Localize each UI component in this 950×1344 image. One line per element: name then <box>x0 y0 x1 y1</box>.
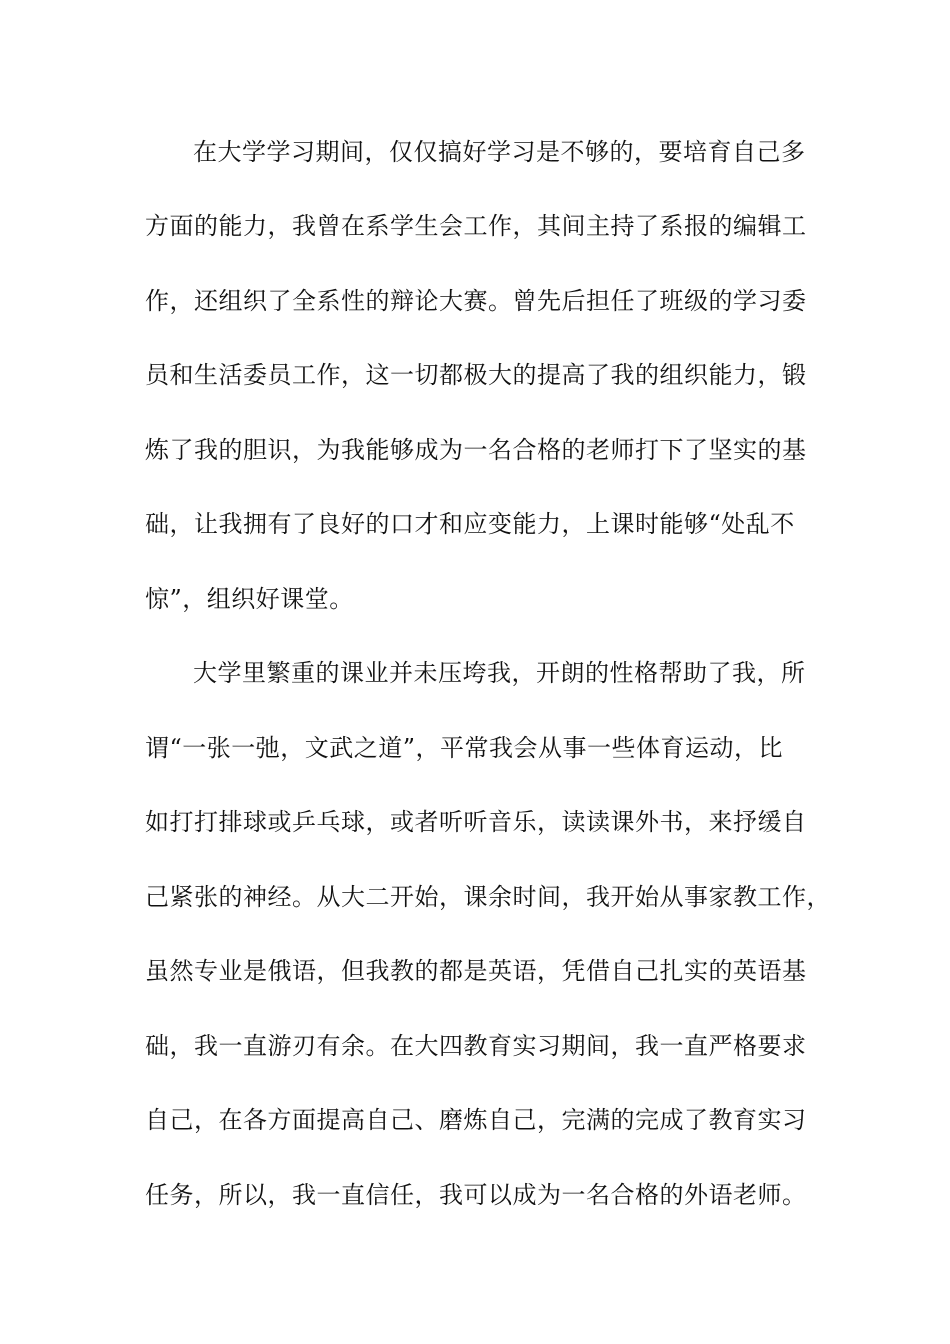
paragraph-2-line-6: 础，我一直游刃有余。在大四教育实习期间，我一直严格要求 <box>145 1032 807 1060</box>
paragraph-1-line-2: 方面的能力，我曾在系学生会工作，其间主持了系报的编辑工 <box>145 212 807 240</box>
paragraph-1-line-6: 础，让我拥有了良好的口才和应变能力，上课时能够“处乱不 <box>145 510 795 538</box>
paragraph-2-line-5: 虽然专业是俄语，但我教的都是英语，凭借自己扎实的英语基 <box>145 957 807 985</box>
paragraph-1-line-7: 惊”，组织好课堂。 <box>145 585 354 613</box>
paragraph-1-line-3: 作，还组织了全系性的辩论大赛。曾先后担任了班级的学习委 <box>145 287 807 315</box>
paragraph-2-line-4: 己紧张的神经。从大二开始，课余时间，我开始从事家教工作， <box>145 883 831 911</box>
paragraph-1-line-5: 炼了我的胆识，为我能够成为一名合格的老师打下了坚实的基 <box>145 436 807 464</box>
paragraph-1-line-1: 在大学学习期间，仅仅搞好学习是不够的，要培育自己多 <box>193 138 806 166</box>
paragraph-2-line-7: 自己，在各方面提高自己、磨炼自己，完满的完成了教育实习 <box>145 1106 807 1134</box>
paragraph-1-line-4: 员和生活委员工作，这一切都极大的提高了我的组织能力，锻 <box>145 361 807 389</box>
paragraph-2-line-3: 如打打排球或乒乓球，或者听听音乐，读读课外书，来抒缓自 <box>145 808 807 836</box>
paragraph-2-line-8: 任务，所以，我一直信任，我可以成为一名合格的外语老师。 <box>145 1181 807 1209</box>
paragraph-2-line-1: 大学里繁重的课业并未压垮我，开朗的性格帮助了我，所 <box>193 659 806 687</box>
paragraph-2-line-2: 谓“一张一弛，文武之道”，平常我会从事一些体育运动，比 <box>145 734 784 762</box>
